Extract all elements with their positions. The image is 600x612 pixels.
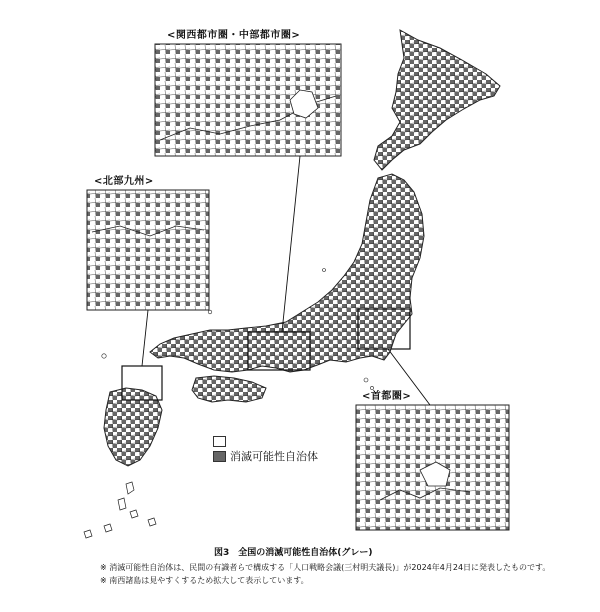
shikoku	[192, 376, 266, 402]
inset-label-shuto: <首都圏>	[362, 391, 412, 402]
legend-item-vulnerable	[213, 448, 318, 464]
caption-note-1: ※ 消滅可能性自治体は、民間の有識者らで構成する「人口戦略会議(三村明夫議長)」が2024年4月24日に発表したものです。	[100, 563, 551, 572]
inset-kitakyushu	[87, 190, 209, 310]
legend-swatch-gray	[213, 451, 226, 462]
inset-label-kitakyushu: <北部九州>	[94, 176, 154, 187]
caption-note-2: ※ 南西諸島は見やすくするため拡大して表示しています。	[100, 576, 309, 585]
hokkaido	[374, 30, 500, 170]
legend-item-none	[213, 436, 230, 447]
legend-swatch-white	[213, 436, 226, 447]
leader-kitakyushu	[142, 310, 148, 366]
nansei-islands	[84, 482, 156, 538]
inset-label-kansai-chubu: <関西都市圏・中部都市圏>	[167, 30, 301, 41]
legend-label-vulnerable: 消滅可能性自治体	[230, 450, 318, 463]
leader-kansai-chubu	[282, 156, 300, 332]
figure-caption: 図3 全国の消滅可能性自治体(グレー)	[214, 548, 373, 558]
